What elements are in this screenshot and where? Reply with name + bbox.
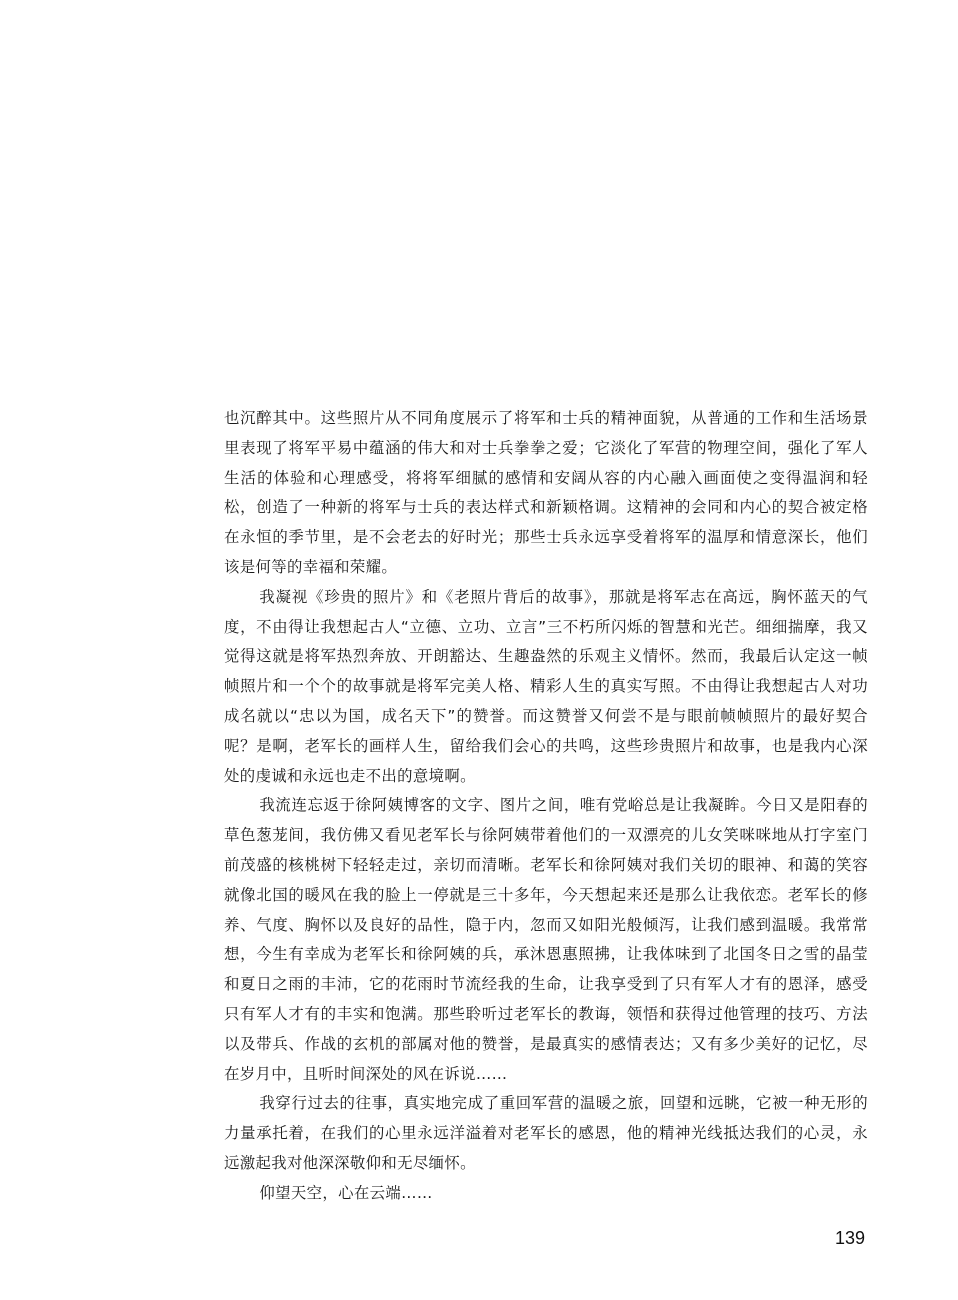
paragraph-memories: 我流连忘返于徐阿姨博客的文字、图片之间，唯有党峪总是让我凝眸。今日又是阳春的草色葱茏间，我仿佛又看见老军长与徐阿姨带着他们的一双漂亮的儿女笑咪咪地从打字室门前茂盛的核桃树下轻轻走过，亲切而清晰。老军长和徐阿姨对我们关切的眼神、和蔼的笑容就像北国的暖风在我的脸上一停就是三十多年，今天想起来还是那么让我依恋。老军长的修养、气度、胸怀以及良好的品性，隐于内，忽而又如阳光般倾泻，让我们感到温暖。我常常想，今生有幸成为老军长和徐阿姨的兵，承沐恩惠照拂，让我体味到了北国冬日之雪的晶莹和夏日之雨的丰沛，它的花雨时节流经我的生命，让我享受到了只有军人才有的恩泽，感受只有军人才有的丰实和饱满。那些聆听过老军长的教诲，领悟和获得过他管理的技巧、方法以及带兵、作战的玄机的部属对他的赞誉，是最真实的感情表达；又有多少美好的记忆，尽在岁月中，且听时间深处的风在诉说…… — [224, 796, 868, 1083]
paragraph-closing: 仰望天空，心在云端…… — [259, 1183, 433, 1202]
paragraph-continuation: 也沉醉其中。这些照片从不同角度展示了将军和士兵的精神面貌，从普通的工作和生活场景里表现了将军平易中蕴涵的伟大和对士兵拳拳之爱；它淡化了军营的物理空间，强化了军人生活的体验和心理感受，将将军细腻的感情和安阔从容的内心融入画面使之变得温润和轻松，创造了一种新的将军与士兵的表达样式和新颖格调。这精神的会同和内心的契合被定格在永恒的季节里，是不会老去的好时光；那些士兵永远享受着将军的温厚和情意深长，他们该是何等的幸福和荣耀。 — [224, 409, 868, 576]
article-body — [224, 404, 868, 1209]
paragraph-journey: 我穿行过去的往事，真实地完成了重回军营的温暖之旅，回望和远眺，它被一种无形的力量承托着，在我们的心里永远洋溢着对老军长的感恩，他的精神光线抵达我们的心灵，永远激起我对他深深敬仰和无尽缅怀。 — [224, 1094, 868, 1172]
paragraph-photos: 我凝视《珍贵的照片》和《老照片背后的故事》，那就是将军志在高远，胸怀蓝天的气度，不由得让我想起古人“立德、立功、立言”三不朽所闪烁的智慧和光芒。细细揣摩，我又觉得这就是将军热烈奔放、开朗豁达、生趣盎然的乐观主义情怀。然而，我最后认定这一帧帧照片和一个个的故事就是将军完美人格、精彩人生的真实写照。不由得让我想起古人对功成名就以“忠以为国，成名天下”的赞誉。而这赞誉又何尝不是与眼前帧帧照片的最好契合呢？是啊，老军长的画样人生，留给我们会心的共鸣，这些珍贵照片和故事，也是我内心深处的虔诚和永远也走不出的意境啊。 — [224, 587, 868, 785]
page-number: 139 — [835, 1228, 866, 1248]
